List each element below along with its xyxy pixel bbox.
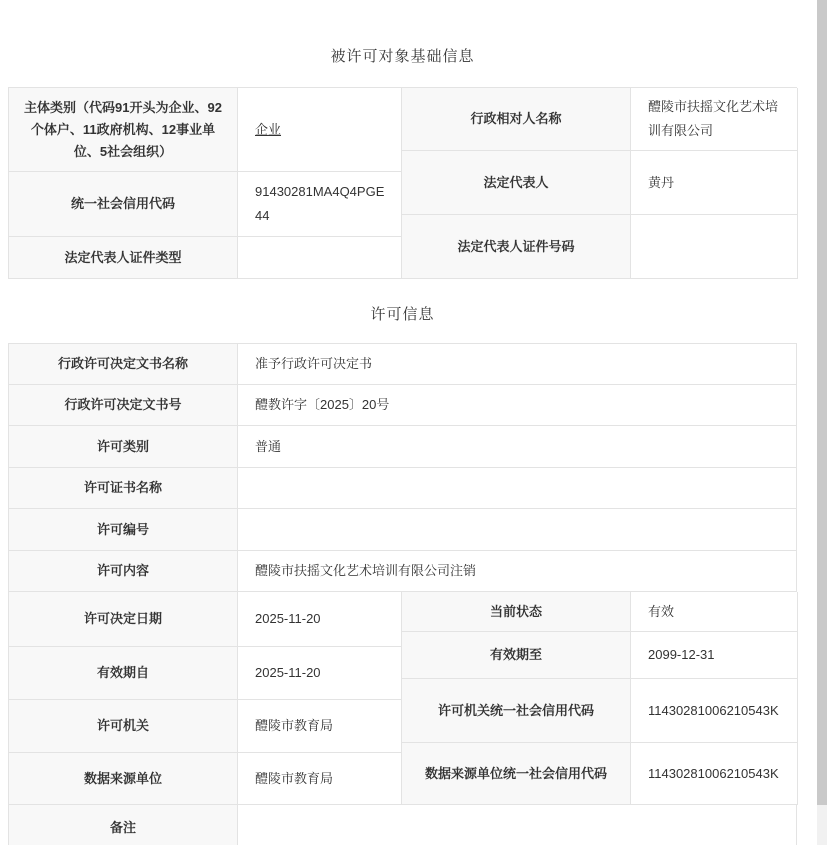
field-label: 数据来源单位统一社会信用代码: [402, 743, 631, 805]
table-row: [9, 700, 402, 753]
table-row: [9, 344, 797, 385]
section-title-license: 许可信息: [370, 306, 435, 323]
section-title-basic: 被许可对象基础信息: [330, 48, 475, 65]
license-info-split: [9, 592, 797, 805]
field-label: 许可决定日期: [9, 592, 238, 647]
field-label: 许可编号: [9, 509, 238, 551]
table-row: [402, 743, 798, 805]
table-row: [402, 215, 798, 279]
license-info-left-half: [9, 592, 402, 805]
field-value: [238, 509, 797, 551]
field-label: 法定代表人: [402, 151, 631, 215]
table-row: [402, 679, 798, 743]
field-value: 2099-12-31: [631, 632, 798, 679]
field-label: 备注: [9, 805, 238, 845]
field-value: [238, 237, 402, 279]
field-label: 许可机关统一社会信用代码: [402, 679, 631, 743]
field-value: 2025-11-20: [238, 592, 402, 647]
table-row: [9, 88, 402, 172]
field-value: [238, 805, 797, 845]
field-label: 法定代表人证件号码: [402, 215, 631, 279]
table-row: [402, 88, 798, 151]
field-label: 许可内容: [9, 551, 238, 592]
field-label: 有效期自: [9, 647, 238, 700]
table-row: [9, 509, 797, 551]
field-label: 许可证书名称: [9, 468, 238, 509]
field-label: 许可机关: [9, 700, 238, 753]
table-row: [402, 592, 798, 632]
field-label: 主体类别（代码91开头为企业、92个体户、11政府机构、12事业单位、5社会组织）: [9, 88, 238, 172]
field-value: [238, 468, 797, 509]
field-value: 准予行政许可决定书: [238, 344, 797, 385]
field-label: 许可类别: [9, 426, 238, 468]
entity-type-link[interactable]: 企业: [255, 121, 282, 137]
field-value: 11430281006210543K: [631, 679, 798, 743]
scrollbar[interactable]: [817, 0, 827, 845]
page-content: [8, 0, 797, 845]
field-value: 醴陵市教育局: [238, 753, 402, 805]
table-row: [9, 551, 797, 592]
field-label: 行政许可决定文书号: [9, 385, 238, 426]
field-value: 醴陵市教育局: [238, 700, 402, 753]
license-info-table: [8, 343, 797, 845]
field-value: 普通: [238, 426, 797, 468]
table-row: [9, 426, 797, 468]
table-row: [9, 172, 402, 237]
table-row: [9, 753, 402, 805]
table-row: [402, 632, 798, 679]
field-value: [238, 88, 402, 172]
table-row: [9, 647, 402, 700]
basic-info-left-half: [9, 88, 402, 279]
field-label: 统一社会信用代码: [9, 172, 238, 237]
table-row: [9, 385, 797, 426]
field-label: 行政相对人名称: [402, 88, 631, 151]
table-row: [9, 468, 797, 509]
field-value: [631, 215, 798, 279]
basic-info-table: [8, 87, 797, 279]
license-info-right-half: [402, 592, 798, 805]
table-row: [9, 805, 797, 845]
field-value: 91430281MA4Q4PGE44: [238, 172, 402, 237]
field-label: 当前状态: [402, 592, 631, 632]
table-row: [9, 592, 402, 647]
field-value: 11430281006210543K: [631, 743, 798, 805]
field-label: 法定代表人证件类型: [9, 237, 238, 279]
field-value: 醴陵市扶摇文化艺术培训有限公司注销: [238, 551, 797, 592]
table-row: [402, 151, 798, 215]
field-value: 醴教许字〔2025〕20号: [238, 385, 797, 426]
field-value: 有效: [631, 592, 798, 632]
field-value: 2025-11-20: [238, 647, 402, 700]
field-value: 醴陵市扶摇文化艺术培训有限公司: [631, 88, 798, 151]
scrollbar-thumb[interactable]: [817, 0, 827, 805]
basic-info-right-half: [402, 88, 798, 279]
field-label: 有效期至: [402, 632, 631, 679]
field-label: 数据来源单位: [9, 753, 238, 805]
field-value: 黄丹: [631, 151, 798, 215]
field-label: 行政许可决定文书名称: [9, 344, 238, 385]
table-row: [9, 237, 402, 279]
